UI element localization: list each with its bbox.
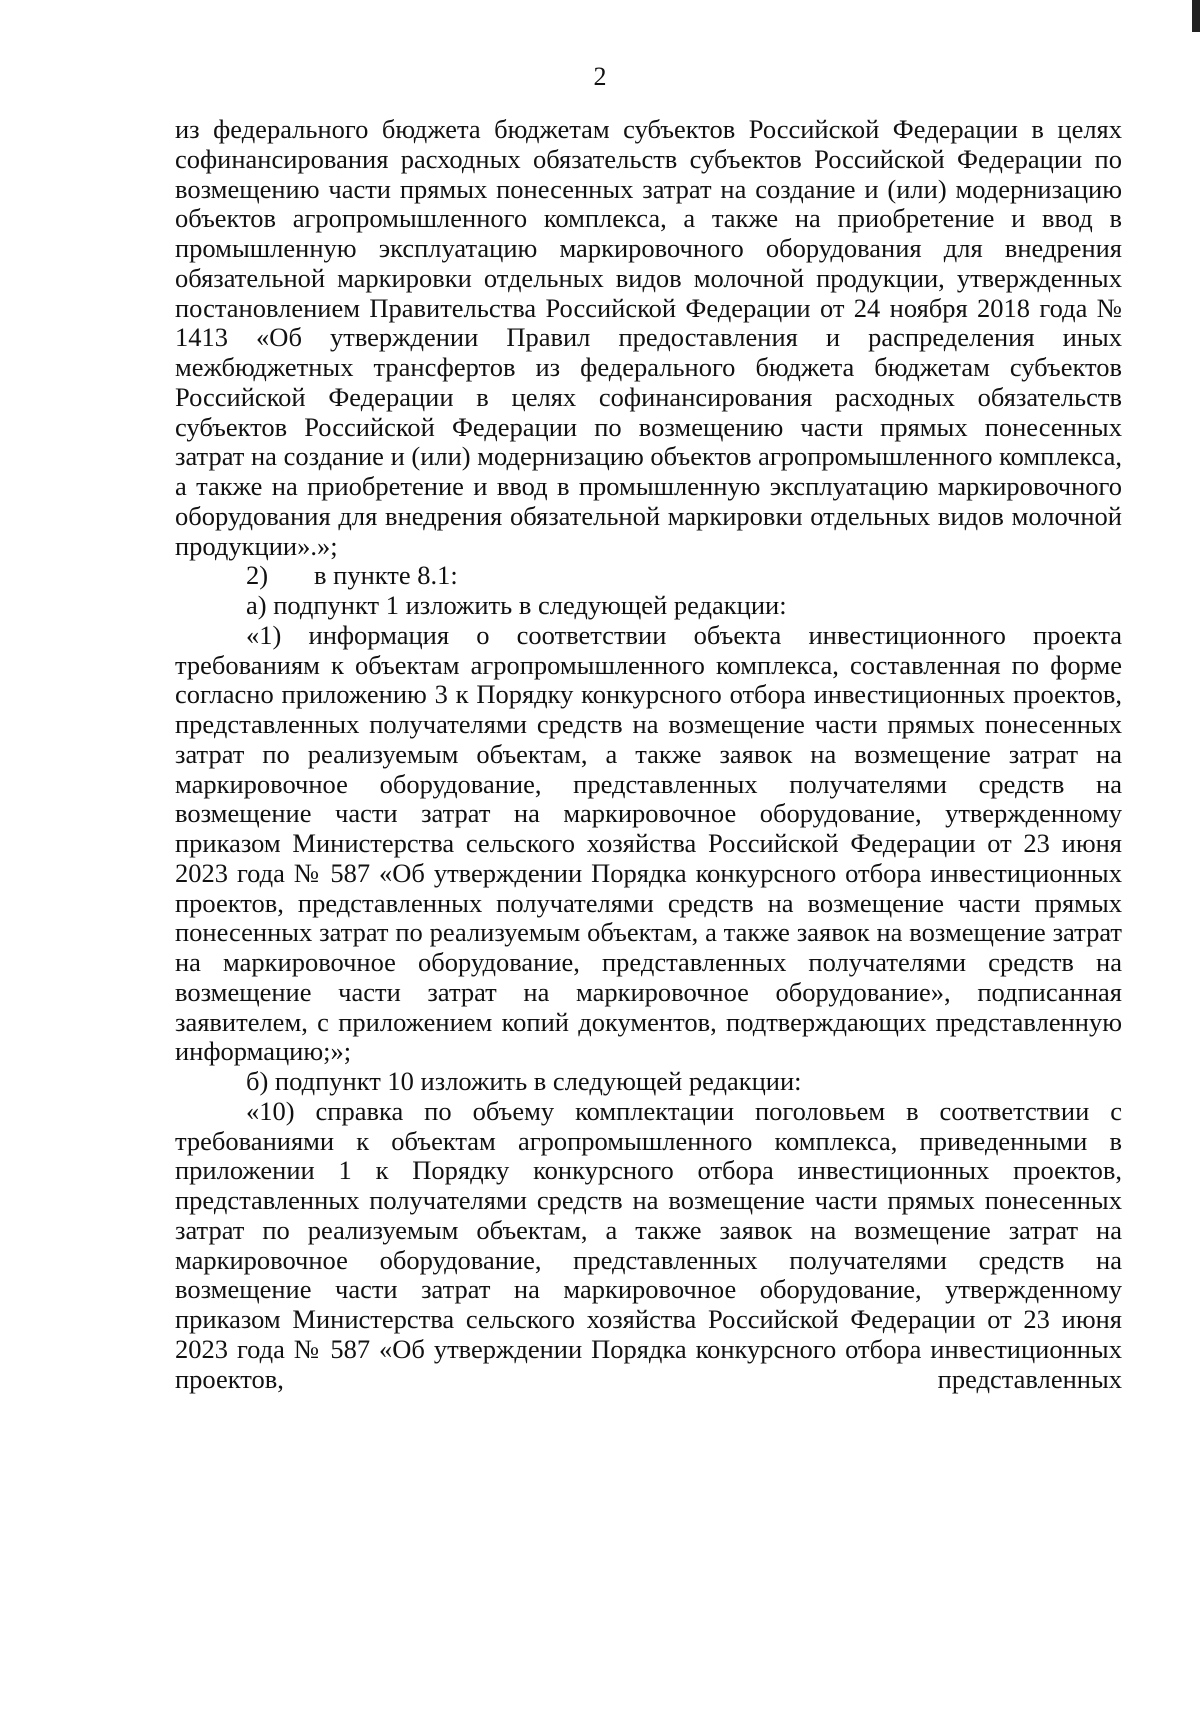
list-item-number: 2) [246,560,269,591]
subitem-b-heading: б) подпункт 10 изложить в следующей редакции: [246,1066,802,1096]
list-item-text: в пункте 8.1: [314,560,458,591]
document-body [175,115,1122,1394]
subitem-b-text: «10) справка по объему комплектации поголовьем в соответствии с требованиями к объектам агропромышленного комплекса, приведенными в приложении 1 к Порядку конкурсного отбора инвестиционных проектов, представленных получателями средств на возмещение части прямых понесенных затрат по реализуемым объектам, а также заявок на возмещение затрат на маркировочное оборудование, представленных получателями средств на возмещение части затрат на маркировочное оборудование, утвержденному приказом Министерства сельского хозяйства Российской Федерации от 23 июня 2023 года № 587 «Об утверждении Порядка конкурсного отбора инвестиционных проектов, представленных [175,1095,1122,1394]
subitem-a-text: «1) информация о соответствии объекта инвестиционного проекта требованиям к объектам агропромышленного комплекса, составленная по форме согласно приложению 3 к Порядку конкурсного отбора инвестиционных проектов, представленных получателями средств на возмещение части прямых понесенных затрат по реализуемым объектам, а также заявок на возмещение затрат на маркировочное оборудование, представленных получателями средств на возмещение части затрат на маркировочное оборудование, утвержденному приказом Министерства сельского хозяйства Российской Федерации от 23 июня 2023 года № 587 «Об утверждении Порядка конкурсного отбора инвестиционных проектов, представленных получателями средств на возмещение части прямых понесенных затрат по реализуемым объектам, а также заявок на возмещение затрат на маркировочное оборудование, представленных получателями средств на возмещение части затрат на маркировочное оборудование», подписанная заявителем, с приложением копий документов, подтверждающих представленную информацию;»; [175,619,1122,1067]
scan-edge-mark [1192,0,1200,32]
list-item-2 [175,561,1122,591]
subitem-a-heading: а) подпункт 1 изложить в следующей редакции: [246,590,787,620]
paragraph-continuation: из федерального бюджета бюджетам субъектов Российской Федерации в целях софинансирования расходных обязательств субъектов Российской Федерации по возмещению части прямых понесенных затрат на создание и (или) модернизацию объектов агропромышленного комплекса, а также на приобретение и ввод в промышленную эксплуатацию маркировочного оборудования для внедрения обязательной маркировки отдельных видов молочной продукции, утвержденных постановлением Правительства Российской Федерации от 24 ноября 2018 года № 1413 «Об утверждении Правил предоставления и распределения иных межбюджетных трансфертов из федерального бюджета бюджетам субъектов Российской Федерации в целях софинансирования расходных обязательств субъектов Российской Федерации по возмещению части прямых понесенных затрат на создание и (или) модернизацию объектов агропромышленного комплекса, а также на приобретение и ввод в промышленную эксплуатацию маркировочного оборудования для внедрения обязательной маркировки отдельных видов молочной продукции».»; [175,114,1122,561]
page-number: 2 [593,62,607,91]
